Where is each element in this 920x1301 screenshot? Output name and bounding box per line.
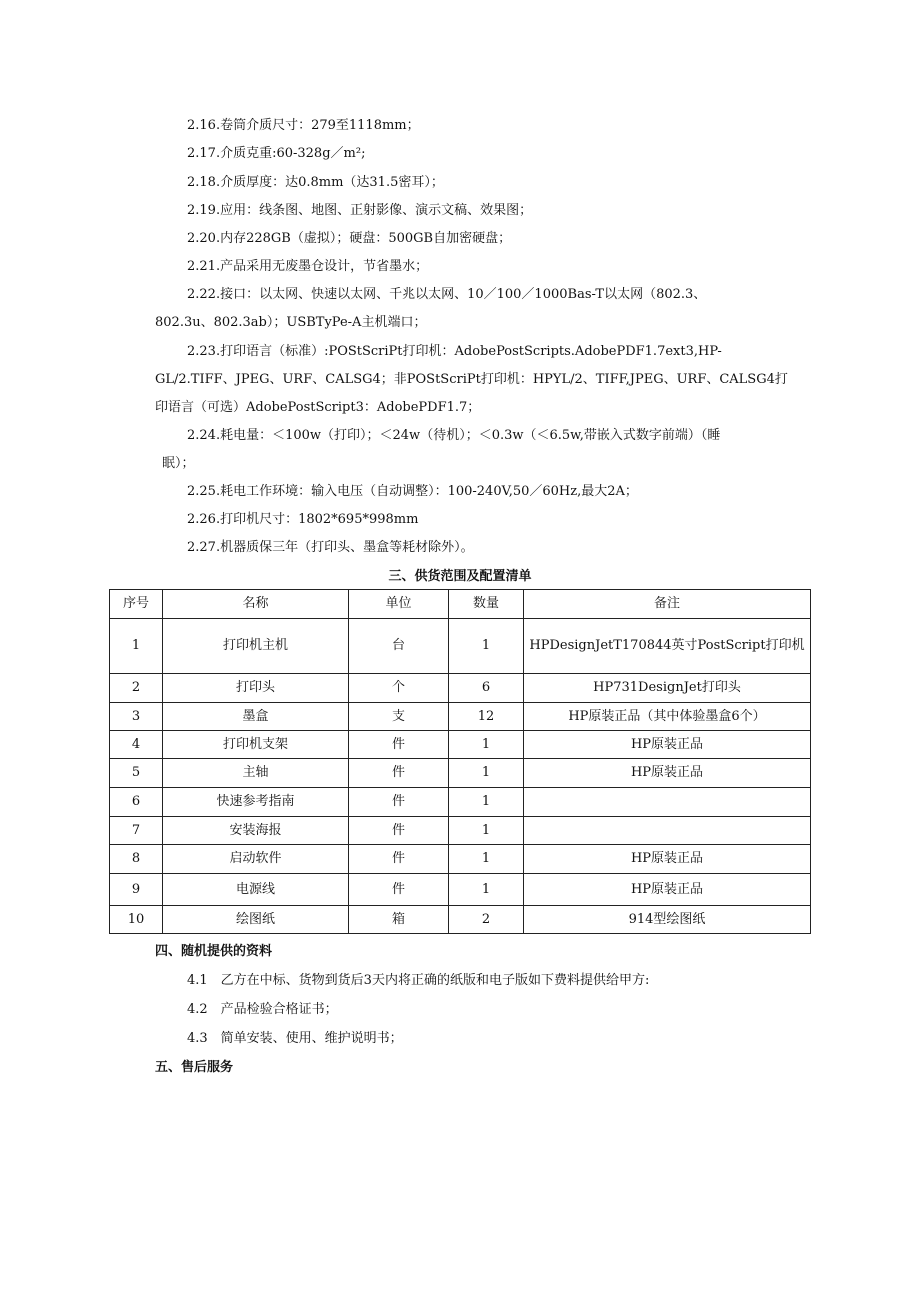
cell-qty: 12 [449,703,524,731]
spec-line: 2.19.应用：线条图、地图、正射影像、演示文稿、效果图； [187,203,533,218]
cell-remark: 914型绘图纸 [524,906,811,934]
spec-line: 2.21.产品采用无废墨仓设计，节省墨水； [187,259,429,274]
cell-no: 10 [110,906,163,934]
spec-line-continued: 802.3u、802.3ab）；USBTyPe-A主机端口； [155,315,427,330]
cell-name: 打印机主机 [163,619,349,674]
cell-no: 3 [110,703,163,731]
spec-line: 2.24.耗电量：＜100w（打印）；＜24w（待机）；＜0.3w（＜6.5w,带嵌入式数字前端）（睡 [187,428,721,443]
header-qty: 数量 [449,590,524,619]
cell-unit: 件 [349,759,449,788]
table-row [110,731,811,759]
cell-name: 电源线 [163,874,349,906]
header-no: 序号 [110,590,163,619]
cell-name: 安装海报 [163,817,349,845]
cell-name: 主轴 [163,759,349,788]
cell-remark: HP731DesignJet打印头 [524,674,811,703]
cell-remark [524,817,811,845]
table-header-row [110,590,811,619]
cell-qty: 6 [449,674,524,703]
table-row [110,874,811,906]
header-unit: 单位 [349,590,449,619]
cell-remark: HP原装正品 [524,759,811,788]
header-name: 名称 [163,590,349,619]
table-row [110,817,811,845]
section-4-title: 四、随机提供的资料 [155,944,273,959]
cell-unit: 件 [349,845,449,874]
cell-unit: 件 [349,874,449,906]
cell-no: 1 [110,619,163,674]
spec-line: 2.16.卷筒介质尺寸：279至1118mm； [187,118,420,133]
cell-remark: HP原装正品 [524,731,811,759]
cell-unit: 台 [349,619,449,674]
cell-no: 8 [110,845,163,874]
spec-line: 2.26.打印机尺寸：1802*695*998mm [187,512,419,527]
table-row [110,906,811,934]
cell-name: 打印头 [163,674,349,703]
cell-qty: 1 [449,845,524,874]
cell-qty: 2 [449,906,524,934]
table-row [110,703,811,731]
section-5-title: 五、售后服务 [155,1060,234,1075]
spec-line: 2.17.介质克重:60-328g／m²; [187,146,366,161]
spec-line: 2.20.内存228GB（虚拟）；硬盘：500GB自加密硬盘； [187,231,512,246]
cell-unit: 支 [349,703,449,731]
cell-unit: 件 [349,817,449,845]
cell-no: 5 [110,759,163,788]
header-remark: 备注 [524,590,811,619]
cell-no: 7 [110,817,163,845]
spec-line: 2.18.介质厚度：达0.8mm（达31.5密耳）； [187,175,444,190]
cell-remark: HP原装正品 [524,874,811,906]
cell-qty: 1 [449,874,524,906]
spec-line: 2.27.机器质保三年（打印头、墨盒等耗材除外）。 [187,540,474,555]
spec-line-continued: 印语言（可选）AdobePostScript3：AdobePDF1.7； [155,400,481,415]
cell-name: 墨盒 [163,703,349,731]
table-row [110,788,811,817]
supply-table [109,589,811,934]
cell-qty: 1 [449,788,524,817]
cell-qty: 1 [449,619,524,674]
cell-unit: 个 [349,674,449,703]
table-row [110,674,811,703]
cell-name: 绘图纸 [163,906,349,934]
spec-line: 2.25.耗电工作环境：输入电压（自动调整）：100-240V,50／60Hz,最大2A； [187,484,638,499]
cell-no: 2 [110,674,163,703]
cell-remark [524,788,811,817]
spec-line: 2.22.接口：以太网、快速以太网、千兆以太网、10／100／1000Bas-T以太网（802.3、 [187,287,707,302]
cell-name: 启动软件 [163,845,349,874]
table-row [110,759,811,788]
section-3-title: 三、供货范围及配置清单 [388,569,532,584]
cell-unit: 件 [349,788,449,817]
cell-qty: 1 [449,731,524,759]
cell-remark: HPDesignJetT170844英寸PostScript打印机 [524,619,811,674]
spec-line: 2.23.打印语言（标准）:POStScriPt打印机：AdobePostScripts.AdobePDF1.7ext3,HP- [187,344,722,359]
spec-line-continued: 眠）； [162,456,195,471]
table-row [110,619,811,674]
section-4-item: 4.2 产品检验合格证书； [187,1002,338,1017]
cell-qty: 1 [449,759,524,788]
cell-remark: HP原装正品（其中体验墨盒6个） [524,703,811,731]
cell-no: 9 [110,874,163,906]
table-row [110,845,811,874]
cell-name: 打印机支架 [163,731,349,759]
cell-no: 4 [110,731,163,759]
cell-unit: 箱 [349,906,449,934]
cell-remark: HP原装正品 [524,845,811,874]
section-4-item: 4.3 简单安装、使用、维护说明书； [187,1031,403,1046]
cell-name: 快速参考指南 [163,788,349,817]
spec-line-continued: GL/2.TIFF、JPEG、URF、CALSG4；非POStScriPt打印机：HPYL/2、TIFF,JPEG、URF、CALSG4打 [155,372,788,387]
section-4-item: 4.1 乙方在中标、货物到货后3天内将正确的纸版和电子版如下费料提供给甲方: [187,973,650,988]
cell-unit: 件 [349,731,449,759]
cell-no: 6 [110,788,163,817]
cell-qty: 1 [449,817,524,845]
